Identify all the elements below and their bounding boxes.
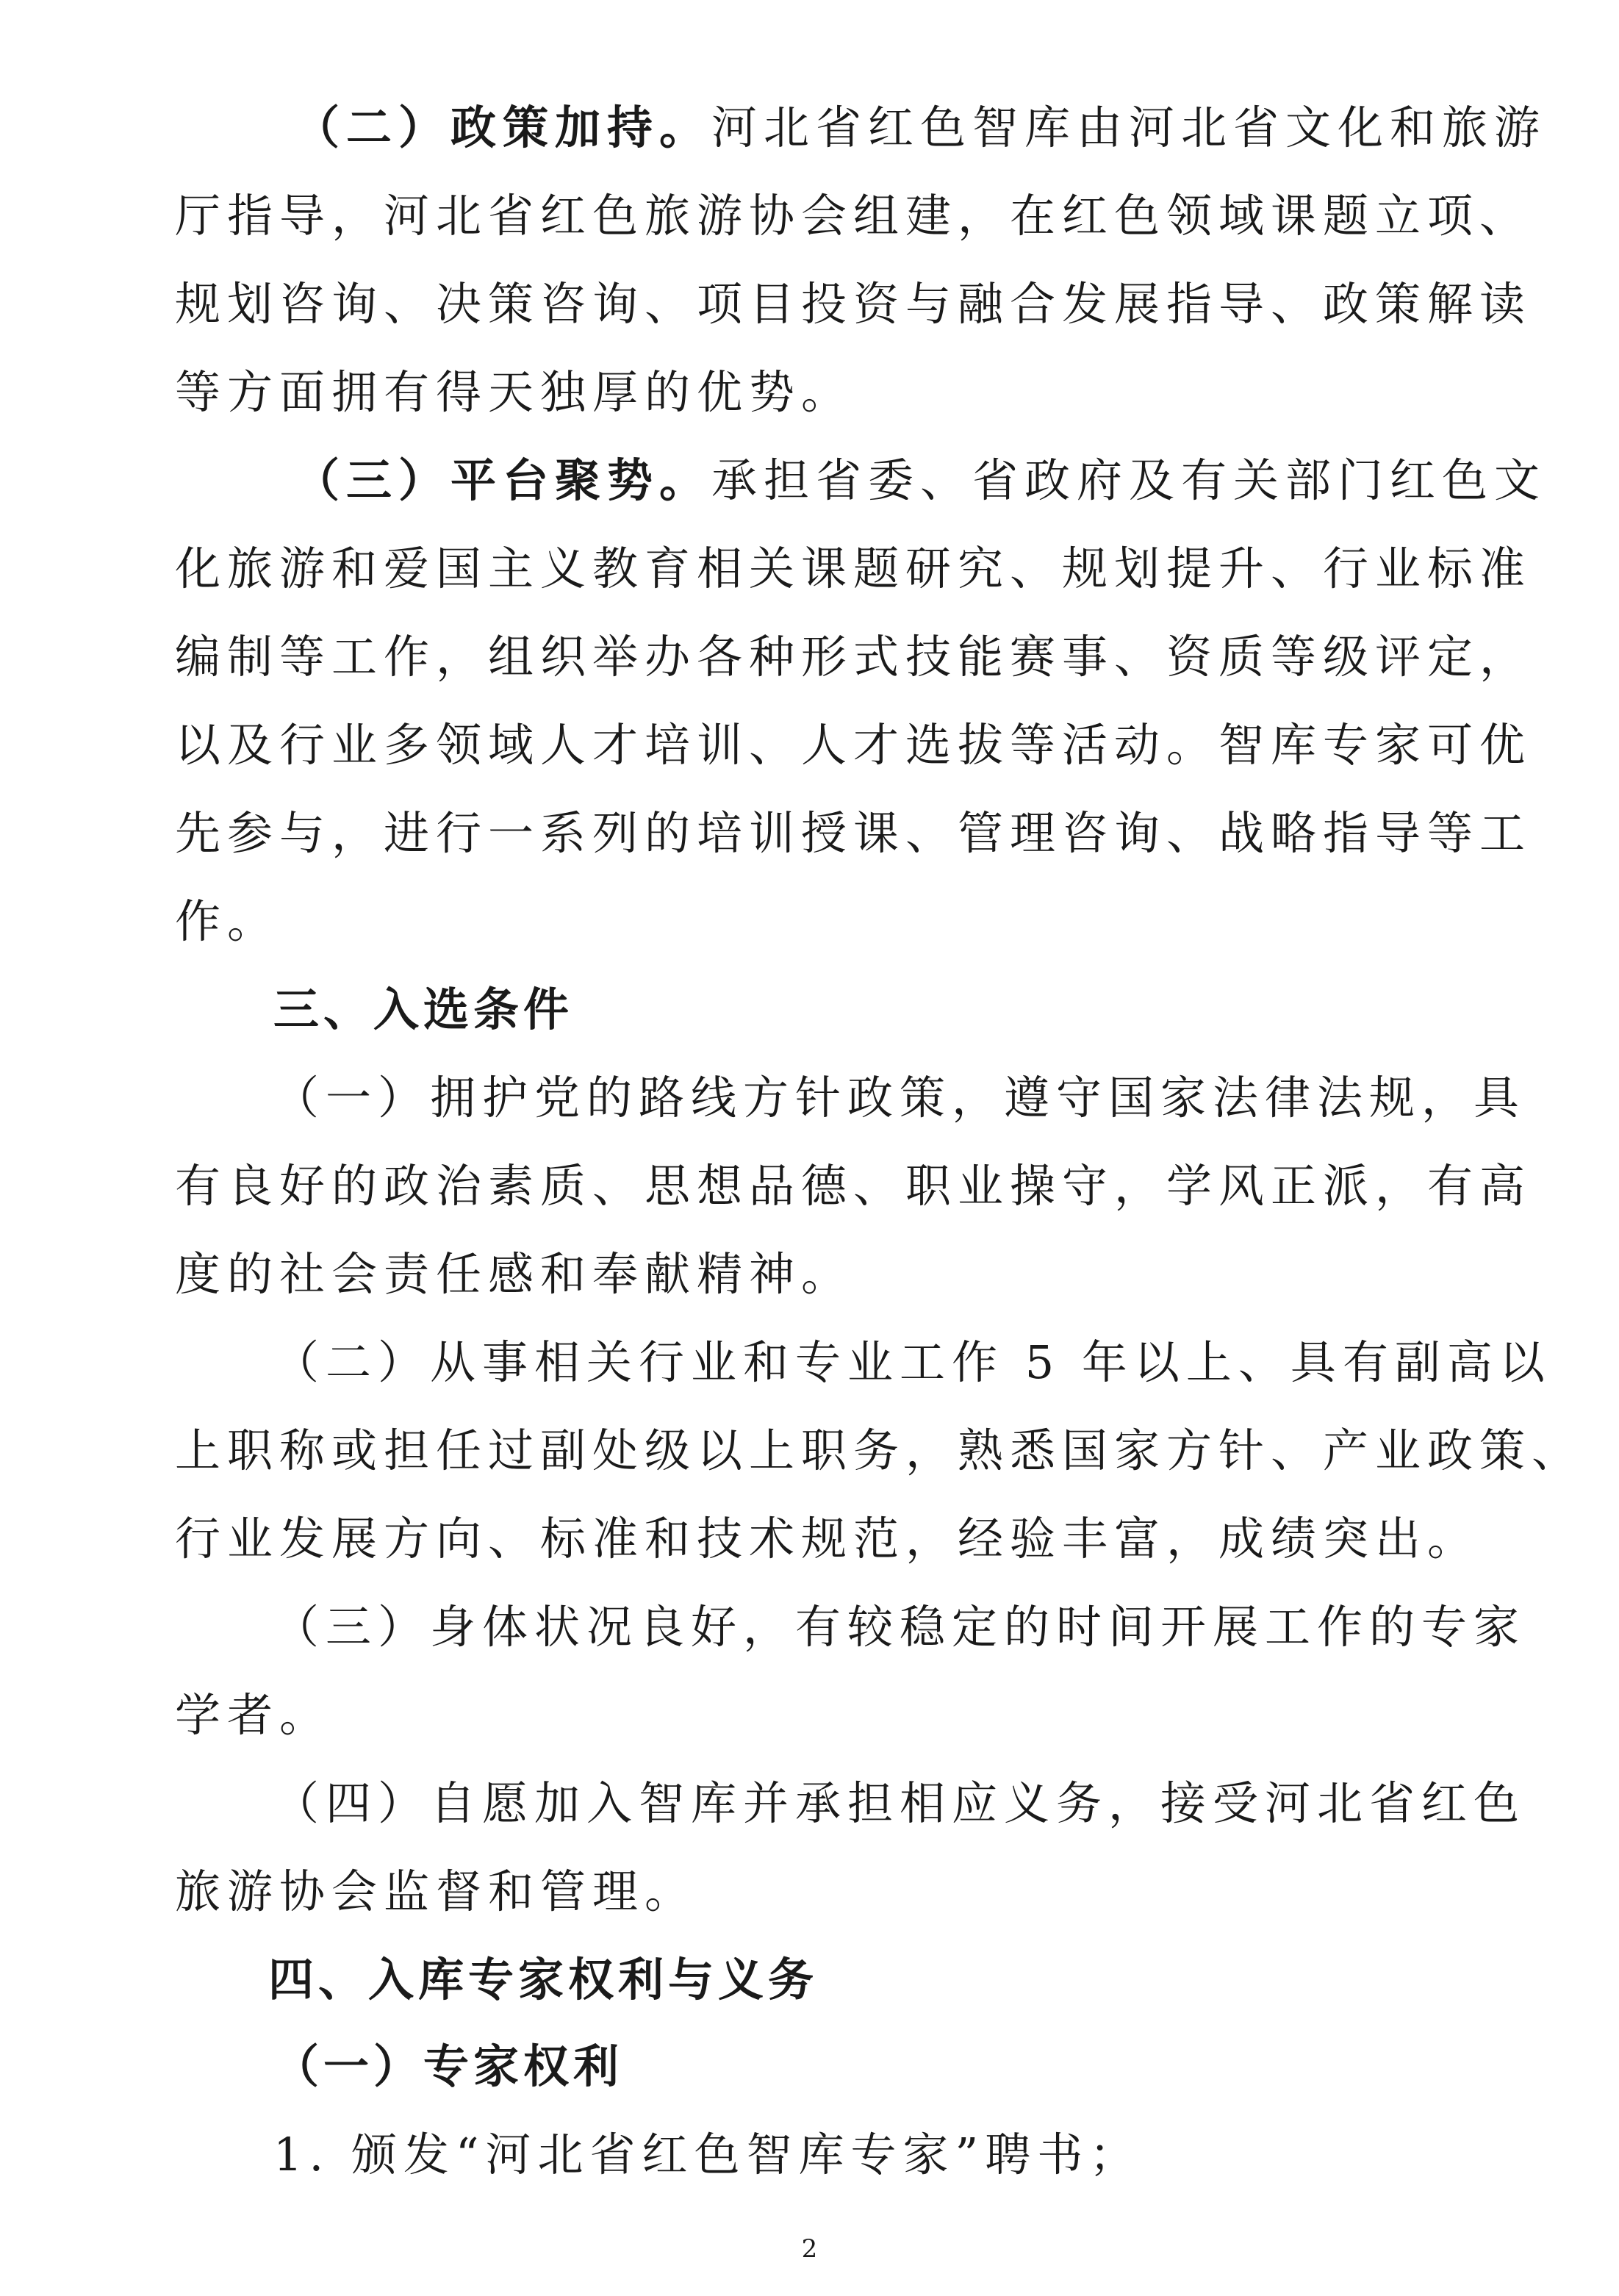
paragraph-line: 先参与，进行一系列的培训授课、管理咨询、战略指导等工: [175, 806, 1532, 860]
paragraph-line: 作。: [175, 894, 280, 948]
subsection-heading: （一）专家权利: [273, 2040, 624, 2093]
paragraph-line: （三）身体状况良好，有较稳定的时间开展工作的专家: [273, 1600, 1526, 1654]
paragraph-line: 化旅游和爱国主义教育相关课题研究、规划提升、行业标准: [175, 542, 1532, 595]
paragraph-line: 行业发展方向、标准和技术规范，经验丰富，成绩突出。: [175, 1512, 1480, 1565]
paragraph-line: （二）从事相关行业和专业工作 5 年以上、具有副高以: [273, 1335, 1551, 1389]
paragraph-line: 有良好的政治素质、思想品德、职业操守，学风正派，有高: [175, 1159, 1532, 1213]
paragraph-lead: （三）平台聚势。: [294, 453, 712, 507]
paragraph-line: 厅指导，河北省红色旅游协会组建，在红色领域课题立项、: [175, 189, 1532, 243]
paragraph-line: [294, 437, 1547, 525]
paragraph-text: 承担省委、省政府及有关部门红色文: [711, 453, 1547, 507]
paragraph-text: 河北省红色智库由河北省文化和旅游: [711, 101, 1547, 154]
paragraph-line: [294, 84, 1547, 172]
paragraph-line: 学者。: [175, 1688, 332, 1742]
paragraph-line: （一）拥护党的路线方针政策，遵守国家法律法规，具: [273, 1071, 1526, 1124]
paragraph-line: （四）自愿加入智库并承担相应义务，接受河北省红色: [273, 1776, 1526, 1830]
paragraph-line: 等方面拥有得天独厚的优势。: [175, 365, 854, 419]
paragraph-line: 度的社会责任感和奉献精神。: [175, 1247, 854, 1301]
paragraph-line: 旅游协会监督和管理。: [175, 1865, 697, 1918]
section-heading: 三、入选条件: [273, 983, 574, 1036]
section-heading: 四、入库专家权利与义务: [268, 1953, 819, 2006]
paragraph-line: 编制等工作，组织举办各种形式技能赛事、资质等级评定，: [175, 630, 1532, 684]
list-item: 1. 颁发“河北省红色智库专家”聘书；: [273, 2128, 1142, 2181]
paragraph-line: 上职称或担任过副处级以上职务，熟悉国家方针、产业政策、: [175, 1424, 1584, 1477]
paragraph-line: 以及行业多领域人才培训、人才选拔等活动。智库专家可优: [175, 718, 1532, 772]
paragraph-line: 规划咨询、决策咨询、项目投资与融合发展指导、政策解读: [175, 277, 1532, 331]
page-number: 2: [801, 2234, 818, 2264]
paragraph-lead: （二）政策加持。: [294, 101, 712, 154]
